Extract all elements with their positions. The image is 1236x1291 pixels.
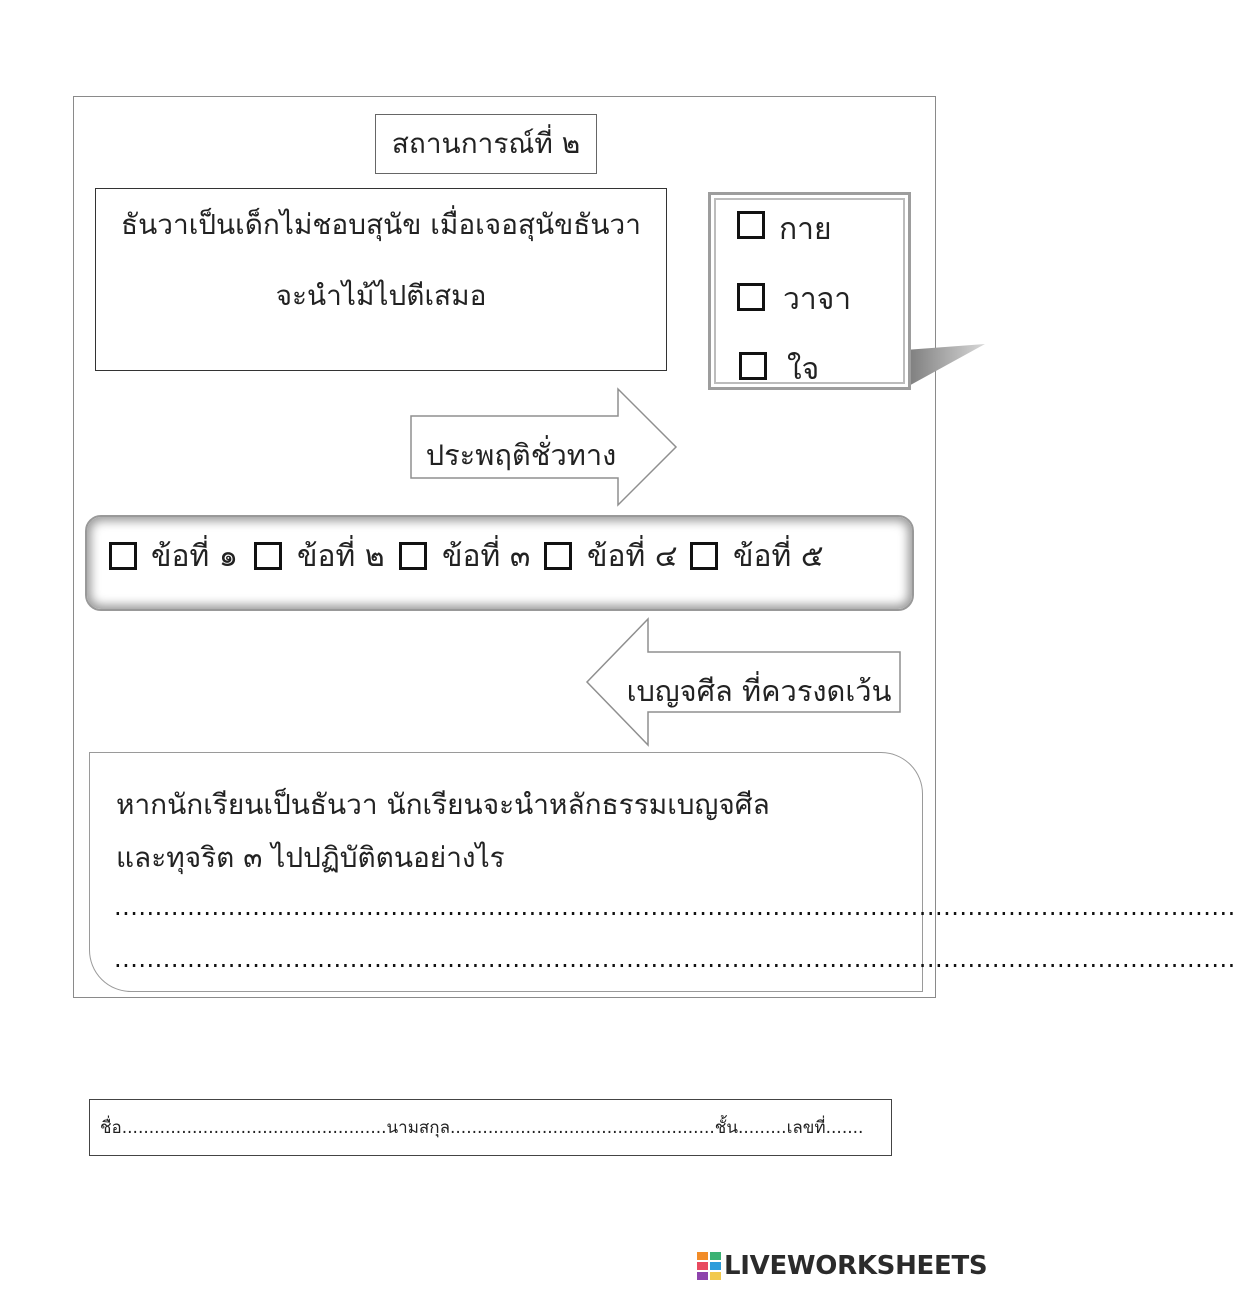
option-label-speech: วาจา [783, 282, 852, 317]
choice-label-5: ข้อที่ ๕ [733, 539, 824, 574]
choice-label-2: ข้อที่ ๒ [297, 539, 385, 574]
arrow-right-label: ประพฤติชั่วทาง [425, 438, 617, 472]
box-shadow-decoration [905, 344, 985, 388]
checkbox-choice-3[interactable] [399, 542, 427, 570]
choices-box [85, 515, 914, 611]
liveworksheets-logo [697, 1251, 987, 1285]
checkbox-speech[interactable] [737, 283, 765, 311]
choice-label-4: ข้อที่ ๔ [587, 539, 678, 574]
answer-line-1[interactable]: .......................................................................................................................................... [114, 893, 1236, 921]
student-info-box [89, 1099, 892, 1156]
checkbox-choice-2[interactable] [254, 542, 282, 570]
logo-icon [697, 1252, 721, 1280]
checkbox-choice-5[interactable] [690, 542, 718, 570]
checkbox-choice-4[interactable] [544, 542, 572, 570]
question-line-2: และทุจริต ๓ ไปปฏิบัติตนอย่างไร [116, 841, 505, 874]
question-line-1: หากนักเรียนเป็นธันวา นักเรียนจะนำหลักธรรมเบญจศีล [116, 788, 770, 821]
logo-text: LIVEWORKSHEETS [724, 1251, 988, 1281]
option-label-body: กาย [779, 212, 832, 247]
choice-label-1: ข้อที่ ๑ [151, 539, 238, 574]
checkbox-mind[interactable] [739, 352, 767, 380]
option-label-mind: ใจ [787, 352, 820, 387]
arrow-left-label: เบญจศีล ที่ควรงดเว้น [626, 674, 892, 708]
student-info-fields[interactable]: ชื่อ.................................................นามสกุล.................................................ชั้น.........เลขที่....... [100, 1118, 864, 1138]
answer-line-2[interactable]: .......................................................................................................................................... [114, 945, 1236, 973]
checkbox-body[interactable] [737, 211, 765, 239]
body-part-options [708, 192, 911, 390]
choice-label-3: ข้อที่ ๓ [442, 539, 531, 574]
scenario-box [95, 188, 667, 371]
scenario-title: สถานการณ์ที่ ๒ [375, 114, 597, 174]
checkbox-choice-1[interactable] [109, 542, 137, 570]
question-box [89, 752, 1236, 992]
scenario-text-line-1: ธันวาเป็นเด็กไม่ชอบสุนัข เมื่อเจอสุนัขธันวา [121, 208, 641, 241]
scenario-text-line-2: จะนำไม้ไปตีเสมอ [275, 279, 487, 312]
